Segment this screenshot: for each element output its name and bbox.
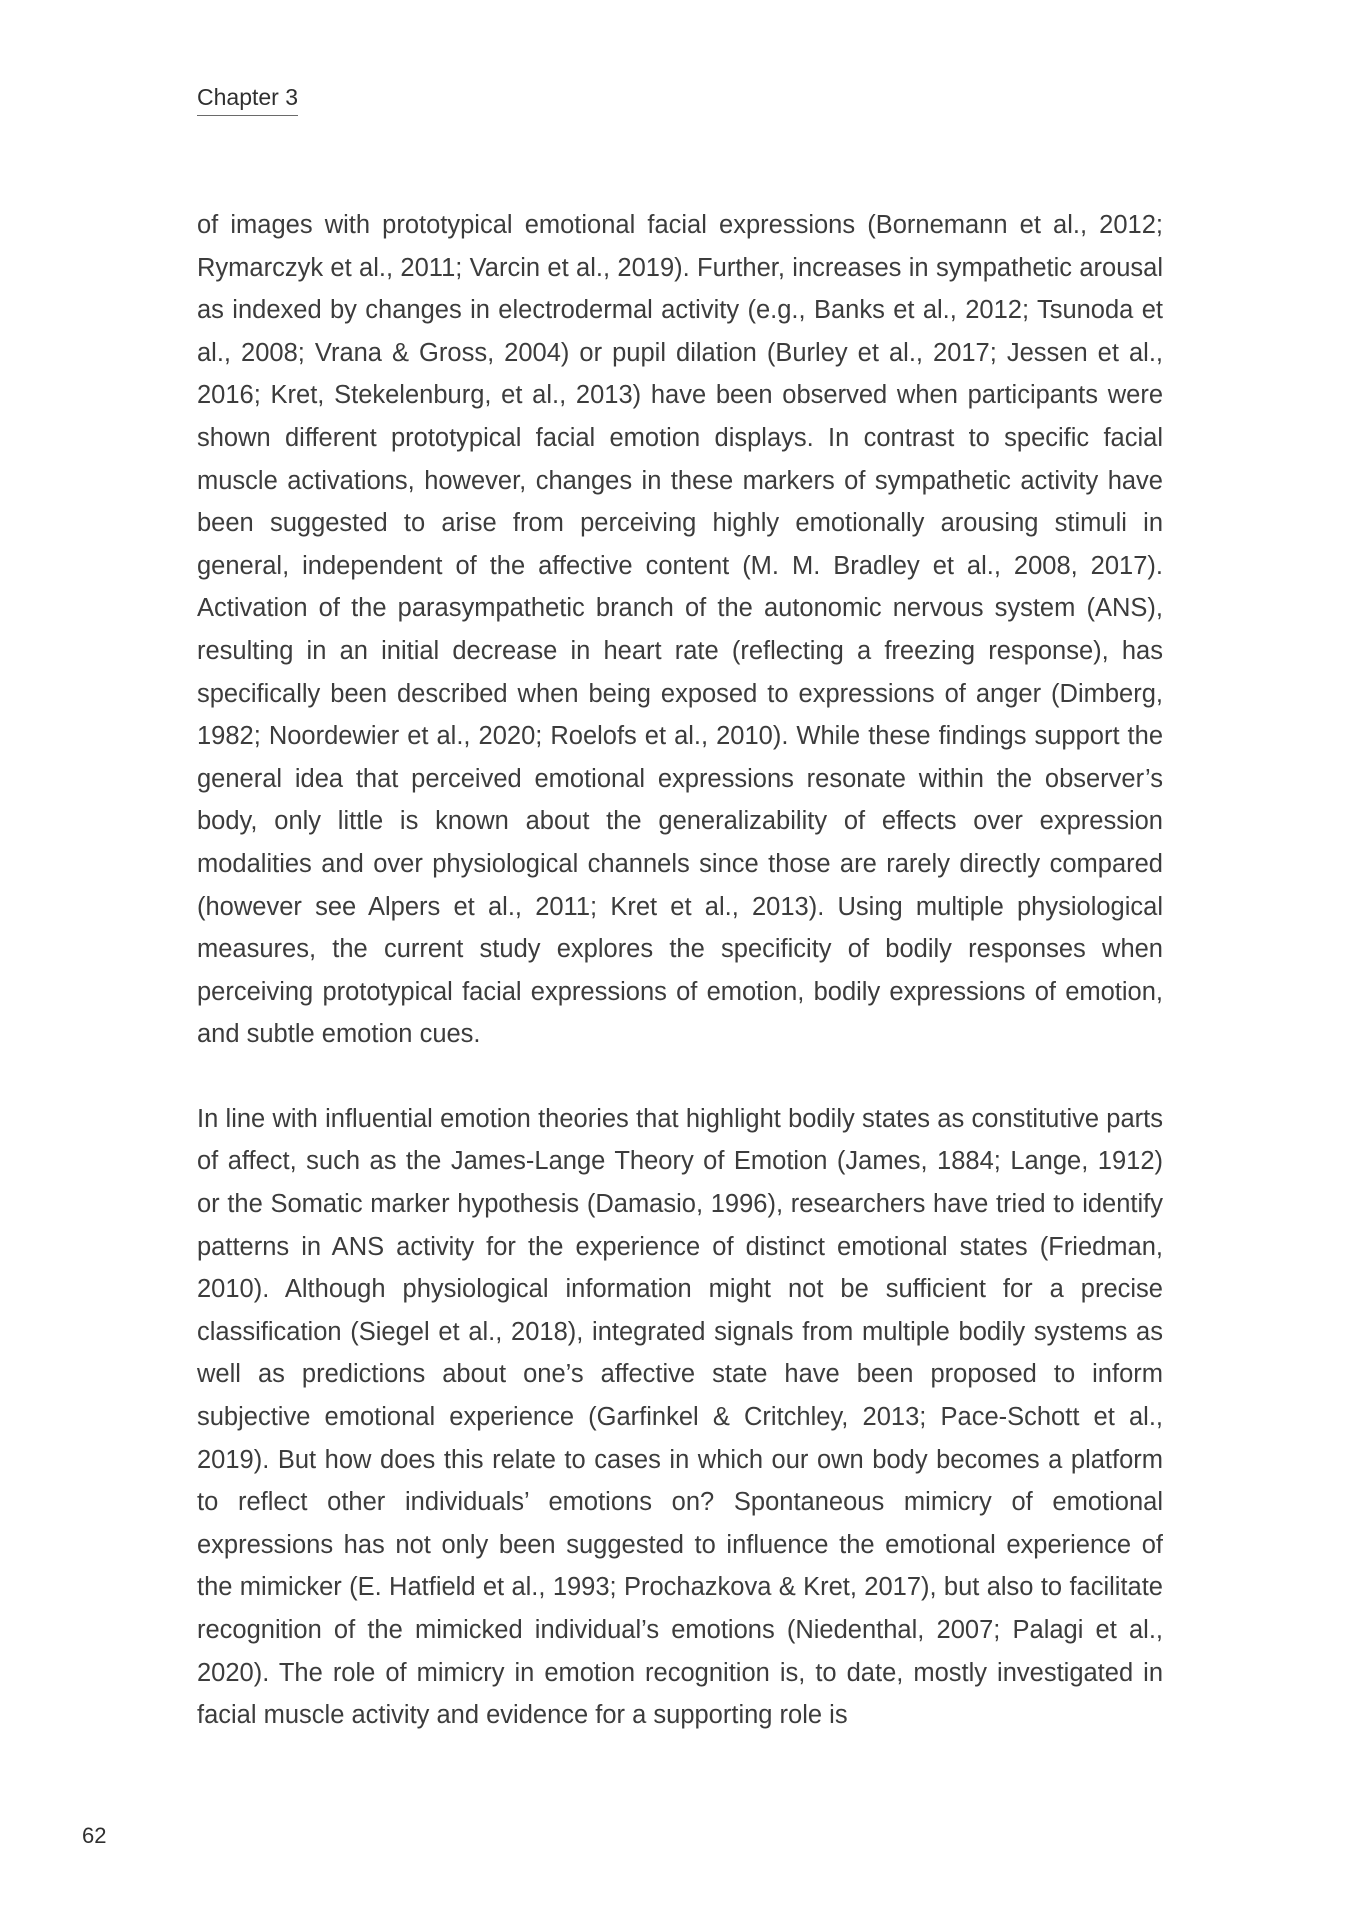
body-paragraph: In line with influential emotion theories that highlight bodily states as constitutive parts of affect, such as the James-Lange Theory of Emotion (James, 1884; Lange, 1912) or the Somatic marker hypothesis (Damasio, 1996), researchers have tried to identify patterns in ANS activity for the experience of distinct emotional states (Friedman, 2010). Although physiological information might not be sufficient for a precise classification (Siegel et al., 2018), integrated signals from multiple bodily systems as well as predictions about one’s affective state have been proposed to inform subjective emotional experience (Garfinkel & Critchley, 2013; Pace-Schott et al., 2019). But how does this relate to cases in which our own body becomes a platform to reflect other individuals’ emotions on? Spontaneous mimicry of emotional expressions has not only been suggested to influence the emotional experience of the mimicker (E. Hatfield et al., 1993; Prochazkova & Kret, 2017), but also to facilitate recognition of the mimicked individual’s emotions (Niedenthal, 2007; Palagi et al., 2020). The role of mimicry in emotion recognition is, to date, mostly investigated in facial muscle activity and evidence for a supporting role is <box>197 1104 1163 1730</box>
body-paragraph: of images with prototypical emotional facial expressions (Bornemann et al., 2012; Rymarczyk et al., 2011; Varcin et al., 2019). Further, increases in sympathetic arousal as indexed by changes in electrodermal activity (e.g., Banks et al., 2012; Tsunoda et al., 2008; Vrana & Gross, 2004) or pupil dilation (Burley et al., 2017; Jessen et al., 2016; Kret, Stekelenburg, et al., 2013) have been observed when participants were shown different prototypical facial emotion displays. In contrast to specific facial muscle activations, however, changes in these markers of sympathetic activity have been suggested to arise from perceiving highly emotionally arousing stimuli in general, independent of the affective content (M. M. Bradley et al., 2008, 2017). Activation of the parasympathetic branch of the autonomic nervous system (ANS), resulting in an initial decrease in heart rate (reflecting a freezing response), has specifically been described when being exposed to expressions of anger (Dimberg, 1982; Noordewier et al., 2020; Roelofs et al., 2010). While these findings support the general idea that perceived emotional expressions resonate within the observer’s body, only little is known about the generalizability of effects over expression modalities and over physiological channels since those are rarely directly compared (however see Alpers et al., 2011; Kret et al., 2013). Using multiple physiological measures, the current study explores the specificity of bodily responses when perceiving prototypical facial expressions of emotion, bodily expressions of emotion, and subtle emotion cues. <box>197 211 1163 1049</box>
page-number: 62 <box>82 1823 107 1848</box>
body-text <box>197 204 1163 1737</box>
running-header-chapter: Chapter 3 <box>197 82 298 116</box>
